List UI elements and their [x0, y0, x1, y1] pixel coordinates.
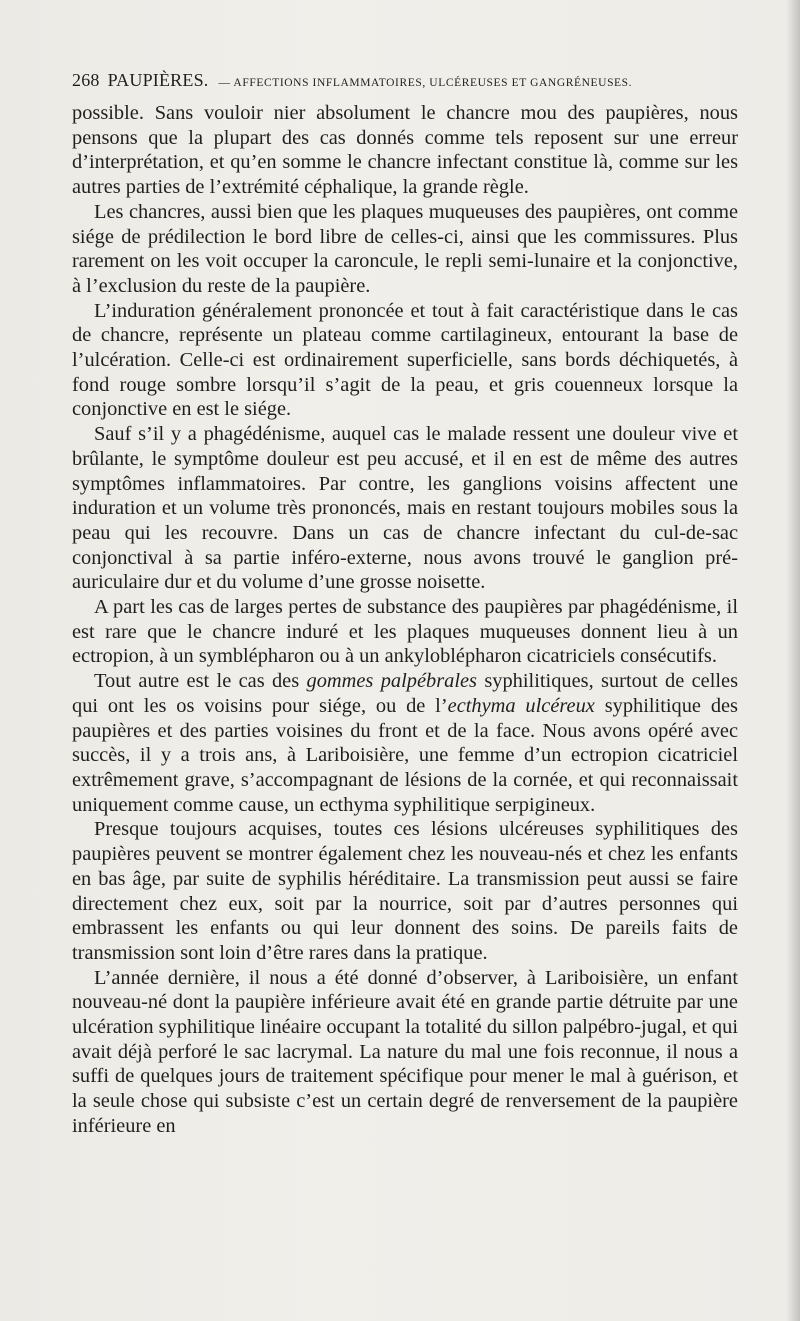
paragraph-text: Tout autre est le cas des [94, 670, 307, 693]
paragraph: Sauf s’il y a phagédénisme, auquel cas le malade ressent une douleur vive et brûlante, le symptôme douleur est peu accusé, et il en est de même des autres symptômes inflammatoires. Par contre, les ganglions voisins affectent une induration et un volume très prononcés, mais en restant toujours mobiles sous la peau qui les recouvre. Dans un cas de chancre infectant du cul-de-sac conjonctival à sa partie inféro-externe, nous avons trouvé le ganglion pré-auriculaire dur et du volume d’une grosse noisette. [72, 423, 738, 594]
page-number: 268 [72, 70, 100, 90]
body-text [72, 101, 738, 1139]
emphasis-gommes: gommes palpébrales [306, 670, 477, 693]
paragraph: L’année dernière, il nous a été donné d’observer, à Lariboisière, un enfant nouveau-né dont la paupière inférieure avait été en grande partie détruite par une ulcération syphilitique linéaire occupant la totalité du sillon palpébro-jugal, et qui avait déjà perforé le sac lacrymal. La nature du mal une fois reconnue, il nous a suffi de quelques jours de traitement spécifique pour mener le mal à guérison, et la seule chose qui subsiste c’est un certain degré de renversement de la paupière inférieure en [72, 966, 738, 1137]
paragraph: Les chancres, aussi bien que les plaques muqueuses des paupières, ont comme siége de prédilection le bord libre de celles-ci, ainsi que les commissures. Plus rarement on les voit occuper la caroncule, le repli semi-lunaire et la conjonctive, à l’exclusion du reste de la paupière. [72, 200, 738, 297]
paragraph-text: syphilitiques, surtout de celles qui ont les os voisins pour siége, ou de l’ [72, 670, 739, 717]
running-subtitle: — AFFECTIONS INFLAMMATOIRES, ULCÉREUSES ET GANGRÉNEUSES. [218, 77, 633, 89]
paragraph: possible. Sans vouloir nier absolument le chancre mou des paupières, nous pensons que la plupart des cas donnés comme tels reposent sur une erreur d’interprétation, et qu’en somme le chancre infectant constitue là, comme sur les autres parties de l’extrémité céphalique, la grande règle. [72, 102, 738, 199]
page-edge-shadow [786, 0, 800, 1321]
running-title: PAUPIÈRES. [107, 70, 209, 90]
paragraph: Presque toujours acquises, toutes ces lésions ulcéreuses syphilitiques des paupières peuvent se montrer également chez les nouveau-nés et chez les enfants en bas âge, par suite de syphilis héréditaire. La transmission peut aussi se faire directement chez eux, soit par la nourrice, soit par d’autres personnes qui embrassent les enfants ou qui leur donnent des soins. De pareils faits de transmission sont loin d’être rares dans la pratique. [72, 818, 738, 964]
running-header [72, 70, 738, 91]
emphasis-ecthyma: ecthyma ulcéreux [447, 694, 595, 717]
paragraph: A part les cas de larges pertes de substance des paupières par phagédénisme, il est rare que le chancre induré et les plaques muqueuses donnent lieu à un ectropion, à un symblépharon ou à un ankyloblépharon cicatriciels consécutifs. [72, 596, 738, 668]
paragraph: L’induration généralement prononcée et tout à fait caractéristique dans le cas de chancre, représente un plateau comme cartilagineux, entourant la base de l’ulcération. Celle-ci est ordinairement superficielle, sans bords déchiquetés, à fond rouge sombre lorsqu’il s’agit de la peau, et gris couenneux lorsque la conjonctive en est le siége. [72, 299, 738, 421]
paragraph-text: syphilitique des paupières et des parties voisines du front et de la face. Nous avons opéré avec succès, il y a trois ans, à Lariboisière, une femme d’un ectropion cicatriciel extrêmement grave, s’accompagnant de lésions de la cornée, et qui reconnaissait uniquement comme cause, un ecthyma syphilitique serpigineux. [72, 694, 738, 816]
paragraph-with-emphasis [72, 669, 738, 817]
